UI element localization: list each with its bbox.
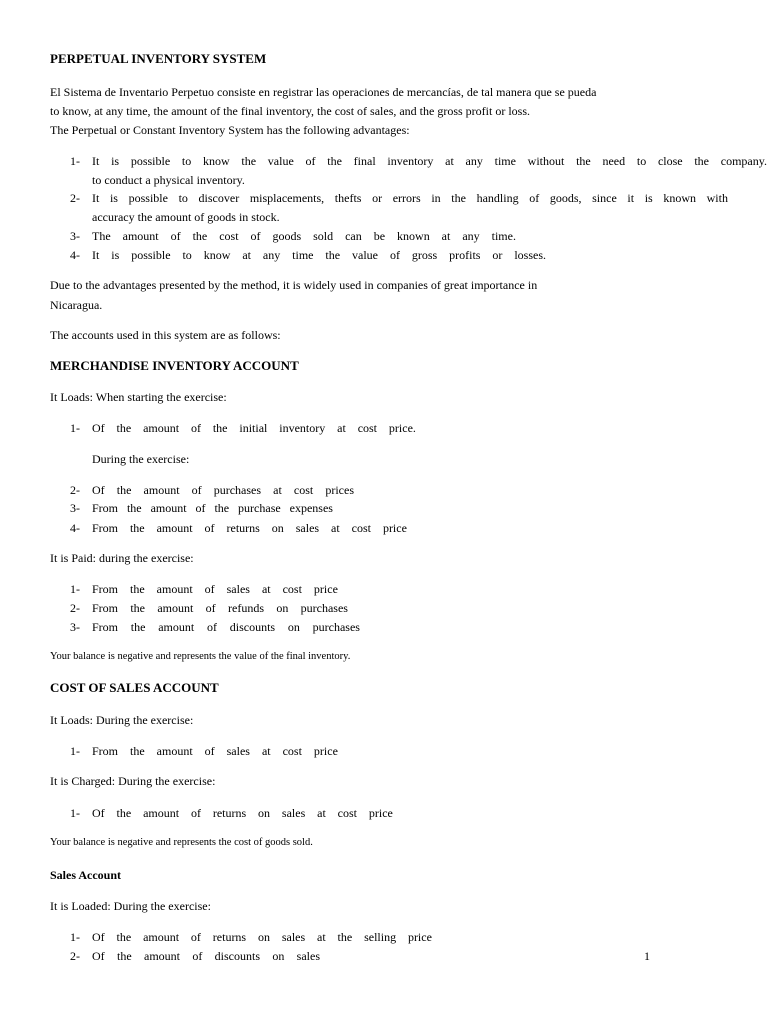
sales-item-2-number: 2- xyxy=(70,949,80,963)
merchandise-item-3-number: 3- xyxy=(70,501,80,515)
merchandise-item-2-number: 2- xyxy=(70,483,80,497)
advantage-4-text: It is possible to know at any time the value of gross profits or losses. xyxy=(92,248,546,262)
cost-of-sales-charged: It is Charged: During the exercise: xyxy=(50,774,216,788)
sales-item-1-text: Of the amount of returns on sales at the selling price xyxy=(92,930,432,944)
sales-loaded: It is Loaded: During the exercise: xyxy=(50,899,211,913)
advantage-1-number: 1- xyxy=(70,154,80,168)
cost-of-sales-heading: COST OF SALES ACCOUNT xyxy=(50,680,219,695)
cost-of-sales-balance-note: Your balance is negative and represents the cost of goods sold. xyxy=(50,837,313,848)
document-page xyxy=(50,0,768,1024)
advantage-4-number: 4- xyxy=(70,248,80,262)
advantage-2-text: It is possible to discover misplacements, thefts or errors in the handling of goods, since it is known with xyxy=(92,191,728,205)
merchandise-balance-note: Your balance is negative and represents the value of the final inventory. xyxy=(50,651,351,662)
merchandise-heading: MERCHANDISE INVENTORY ACCOUNT xyxy=(50,358,299,373)
intro-line-3: The Perpetual or Constant Inventory System has the following advantages: xyxy=(50,123,410,137)
sales-item-1-number: 1- xyxy=(70,930,80,944)
cost-of-sales-item-2-text: Of the amount of returns on sales at cost price xyxy=(92,806,393,820)
merchandise-paid-item-1-number: 1- xyxy=(70,582,80,596)
advantage-1-continued: to conduct a physical inventory. xyxy=(92,173,245,187)
cost-of-sales-item-2-number: 1- xyxy=(70,806,80,820)
cost-of-sales-item-1-number: 1- xyxy=(70,744,80,758)
merchandise-item-2-text: Of the amount of purchases at cost prices xyxy=(92,483,354,497)
sales-heading: Sales Account xyxy=(50,868,122,882)
merchandise-item-3-text: From the amount of the purchase expenses xyxy=(92,501,333,515)
intro-line-1: El Sistema de Inventario Perpetuo consiste en registrar las operaciones de mercancías, de tal manera que se pueda xyxy=(50,85,597,99)
page-title: PERPETUAL INVENTORY SYSTEM xyxy=(50,51,267,66)
page-number: 1 xyxy=(644,949,650,963)
merchandise-paid-item-2-number: 2- xyxy=(70,601,80,615)
advantage-3-number: 3- xyxy=(70,229,80,243)
merchandise-loads: It Loads: When starting the exercise: xyxy=(50,390,227,404)
advantage-2-number: 2- xyxy=(70,191,80,205)
merchandise-paid-item-3-number: 3- xyxy=(70,620,80,634)
merchandise-paid-item-3-text: From the amount of discounts on purchases xyxy=(92,620,360,634)
advantage-1-text: It is possible to know the value of the final inventory at any time without the need to close the company. xyxy=(92,154,767,168)
advantage-2-continued: accuracy the amount of goods in stock. xyxy=(92,210,280,224)
intro-line-2: to know, at any time, the amount of the final inventory, the cost of sales, and the gross profit or loss. xyxy=(50,104,531,118)
merchandise-item-4-text: From the amount of returns on sales at cost price xyxy=(92,521,407,535)
cost-of-sales-item-1-text: From the amount of sales at cost price xyxy=(92,744,338,758)
advantage-3-text: The amount of the cost of goods sold can be known at any time. xyxy=(92,229,516,243)
cost-of-sales-loads: It Loads: During the exercise: xyxy=(50,713,194,727)
merchandise-paid-item-1-text: From the amount of sales at cost price xyxy=(92,582,338,596)
merchandise-item-1-text: Of the amount of the initial inventory at cost price. xyxy=(92,421,416,435)
sales-item-2-text: Of the amount of discounts on sales xyxy=(92,949,320,963)
merchandise-item-1-number: 1- xyxy=(70,421,80,435)
advantages-note-line-2: Nicaragua. xyxy=(50,298,103,312)
merchandise-paid: It is Paid: during the exercise: xyxy=(50,551,194,565)
merchandise-paid-item-2-text: From the amount of refunds on purchases xyxy=(92,601,348,615)
merchandise-during: During the exercise: xyxy=(92,452,190,466)
accounts-intro: The accounts used in this system are as follows: xyxy=(50,328,281,342)
advantages-note-line-1: Due to the advantages presented by the method, it is widely used in companies of great importance in xyxy=(50,278,538,292)
merchandise-item-4-number: 4- xyxy=(70,521,80,535)
